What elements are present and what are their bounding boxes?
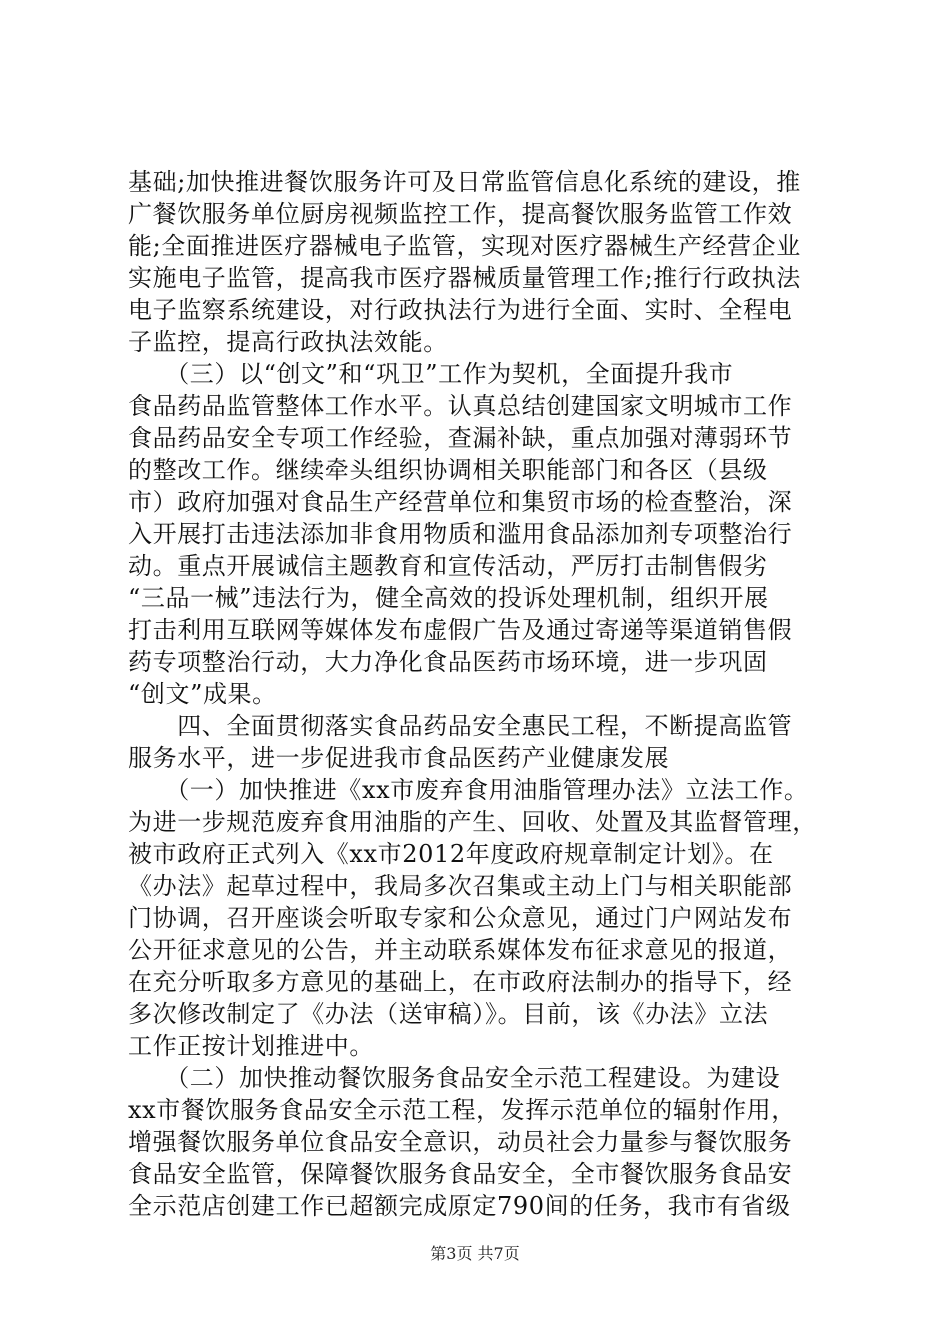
text-line: 多次修改制定了《办法（送审稿）》。目前，该《办法》立法 xyxy=(128,1000,769,1028)
text-line: 门协调，召开座谈会听取专家和公众意见，通过门户网站发布 xyxy=(128,904,793,932)
text-line: 广餐饮服务单位厨房视频监控工作，提高餐饮服务监管工作效 xyxy=(128,200,793,228)
text-line: 基础;加快推进餐饮服务许可及日常监管信息化系统的建设，推 xyxy=(128,168,801,196)
text-line: 的整改工作。继续牵头组织协调相关职能部门和各区（县级 xyxy=(128,456,768,484)
text-line: 在充分听取多方意见的基础上，在市政府法制办的指导下，经 xyxy=(128,968,793,996)
text-line: 工作正按计划推进中。 xyxy=(128,1032,374,1060)
text-line: xx市餐饮服务食品安全示范工程，发挥示范单位的辐射作用， xyxy=(128,1096,796,1124)
text-line: （一）加快推进《xx市废弃食用油脂管理办法》立法工作。 xyxy=(128,776,809,804)
text-line: 动。重点开展诚信主题教育和宣传活动，严厉打击制售假劣 xyxy=(128,552,768,580)
text-line: 《办法》起草过程中，我局多次召集或主动上门与相关职能部 xyxy=(128,872,793,900)
text-line: 食品药品监管整体工作水平。认真总结创建国家文明城市工作 xyxy=(128,392,793,420)
text-line: 服务水平，进一步促进我市食品医药产业健康发展 xyxy=(128,744,670,772)
text-line: （二）加快推动餐饮服务食品安全示范工程建设。为建设 xyxy=(128,1064,781,1092)
text-line: 实施电子监管，提高我市医疗器械质量管理工作;推行行政执法 xyxy=(128,264,801,292)
text-line: 全示范店创建工作已超额完成原定790间的任务，我市有省级 xyxy=(128,1192,791,1220)
text-line: 子监控，提高行政执法效能。 xyxy=(128,328,448,356)
text-line: 市）政府加强对食品生产经营单位和集贸市场的检查整治，深 xyxy=(128,488,793,516)
page-footer xyxy=(0,1244,950,1264)
text-line: 公开征求意见的公告，并主动联系媒体发布征求意见的报道， xyxy=(128,936,793,964)
text-line: 被市政府正式列入《xx市2012年度政府规章制定计划》。在 xyxy=(128,840,774,868)
document-body xyxy=(128,166,828,1222)
text-line: 药专项整治行动，大力净化食品医药市场环境，进一步巩固 xyxy=(128,648,768,676)
text-line: 四、全面贯彻落实食品药品安全惠民工程，不断提高监管 xyxy=(128,712,793,740)
text-line: 电子监察系统建设，对行政执法行为进行全面、实时、全程电 xyxy=(128,296,793,324)
text-line: （三）以“创文”和“巩卫”工作为契机，全面提升我市 xyxy=(128,360,734,388)
text-line: 为进一步规范废弃食用油脂的产生、回收、处置及其监督管理， xyxy=(128,808,817,836)
text-line: 食品药品安全专项工作经验，查漏补缺，重点加强对薄弱环节 xyxy=(128,424,793,452)
text-line: 食品安全监管，保障餐饮服务食品安全，全市餐饮服务食品安 xyxy=(128,1160,793,1188)
text-line: 能;全面推进医疗器械电子监管，实现对医疗器械生产经营企业 xyxy=(128,232,801,260)
text-line: 入开展打击违法添加非食用物质和滥用食品添加剂专项整治行 xyxy=(128,520,793,548)
page-number: 第3页 共7页 xyxy=(430,1244,520,1263)
text-line: 打击利用互联网等媒体发布虚假广告及通过寄递等渠道销售假 xyxy=(128,616,793,644)
text-line: “创文”成果。 xyxy=(128,680,277,708)
text-line: “三品一械”违法行为，健全高效的投诉处理机制，组织开展 xyxy=(128,584,769,612)
text-line: 增强餐饮服务单位食品安全意识，动员社会力量参与餐饮服务 xyxy=(128,1128,793,1156)
